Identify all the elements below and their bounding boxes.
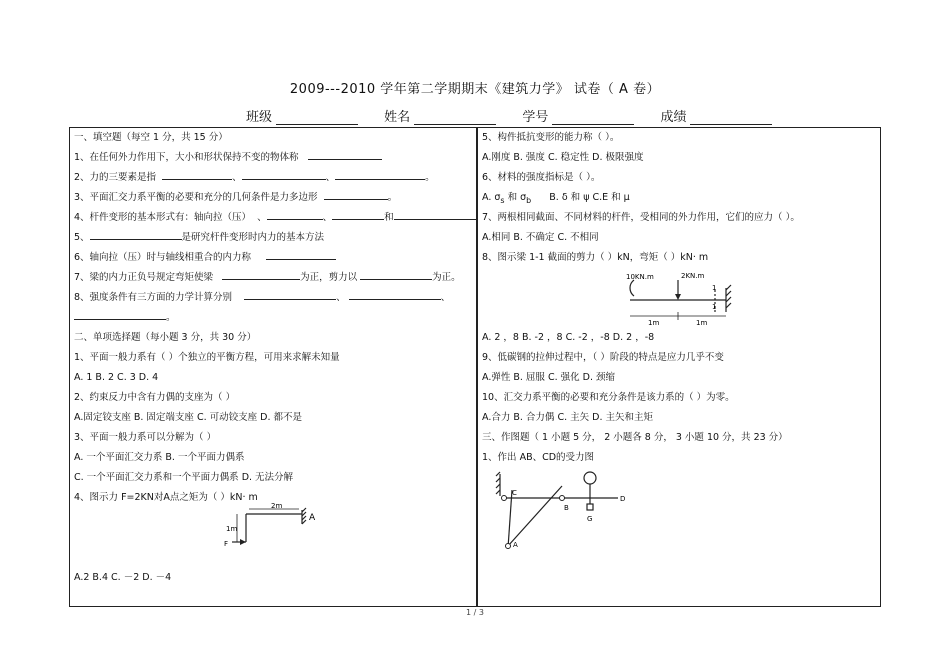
- blank[interactable]: [162, 168, 232, 180]
- choice-q8-options: A. 2 ，8 B. -2 ，8 C. -2 ，-8 D. 2 ，-8: [482, 332, 655, 343]
- fill-section-heading: 一、填空题（每空 1 分，共 15 分）: [74, 132, 228, 143]
- blank[interactable]: [90, 228, 182, 240]
- label-d: D: [620, 495, 626, 503]
- q8-moment-label: 10KN.m: [626, 273, 654, 281]
- q4-arrowhead: [240, 539, 246, 545]
- choice-q8: 8、图示梁 1-1 截面的剪力（ ）kN，弯矩（ ）kN· m: [482, 252, 709, 263]
- choice-q3: 3、平面一般力系可以分解为（ ）: [74, 432, 217, 443]
- choice-q9-options: A.弹性 B. 屈服 C. 强化 D. 颈缩: [482, 372, 615, 383]
- label-g: G: [587, 515, 593, 523]
- choice-q9: 9、低碳钢的拉伸过程中，（ ）阶段的特点是应力几乎不变: [482, 352, 724, 363]
- blank[interactable]: [222, 268, 300, 280]
- q8-moment-arc: [630, 280, 634, 296]
- choice-q7-options: A.相同 B. 不确定 C. 不相同: [482, 232, 599, 243]
- hinge-b: [560, 496, 565, 501]
- blank[interactable]: [335, 168, 425, 180]
- hinge-a: [506, 544, 511, 549]
- fill-q3: 3、平面汇交力系平衡的必要和充分的几何条件是力多边形 。: [74, 188, 472, 208]
- q4-frame-figure: [74, 502, 472, 568]
- blank[interactable]: [332, 208, 384, 220]
- choice-q10: 10、汇交力系平衡的必要和充分条件是该力系的（ ）为零。: [482, 392, 735, 403]
- name-label: 姓名: [384, 110, 411, 125]
- blank[interactable]: [266, 248, 336, 260]
- fill-q8-cont: 。: [74, 308, 472, 328]
- choice-q5-options: A.刚度 B. 强度 C. 稳定性 D. 极限强度: [482, 152, 644, 163]
- choice-q1-options: A. 1 B. 2 C. 3 D. 4: [74, 372, 159, 383]
- column-divider: [476, 127, 478, 607]
- q4-dim-label: 2m: [271, 502, 283, 510]
- choice-q4: 4、图示力 F=2KN对A点之矩为（ ）kN· m: [74, 492, 258, 503]
- blank[interactable]: [242, 168, 326, 180]
- blank[interactable]: [360, 268, 432, 280]
- choice-q4-options: A.2 B.4 C. －2 D. －4: [74, 572, 172, 583]
- blank[interactable]: [244, 288, 336, 300]
- page-number: 1 / 3: [466, 608, 484, 617]
- choice-q10-options: A.合力 B. 合力偶 C. 主矢 D. 主矢和主矩: [482, 412, 653, 423]
- q8-arrowhead: [675, 294, 681, 300]
- fill-q5: 5、 是研究杆件变形时内力的基本方法: [74, 228, 472, 248]
- fill-q7: 7、梁的内力正负号规定弯矩使梁 为正，剪力以 为正。: [74, 268, 472, 288]
- weight-block: [587, 504, 593, 510]
- label-b: B: [564, 504, 569, 512]
- choice-q3-options-ab: A. 一个平面汇交力系 B. 一个平面力偶系: [74, 452, 245, 463]
- name-field[interactable]: [414, 112, 496, 125]
- drawing-section-heading: 三、作图题（ 1 小题 5 分， 2 小题各 8 分， 3 小题 10 分，共 23 分）: [482, 432, 788, 443]
- q4-force-label: F: [224, 540, 229, 548]
- left-column: [74, 128, 472, 588]
- drawing-figure: [482, 468, 878, 548]
- choice-q6-options: A. $\sigma_s$ 和 $\sigma_b$ B. δ 和 ψ C.E 和 μ: [482, 192, 630, 205]
- class-label: 班级: [246, 110, 273, 125]
- choice-q3-options-cd: C. 一个平面汇交力系和一个平面力偶系 D. 无法分解: [74, 472, 294, 483]
- choice-q2-options: A.固定铰支座 B. 固定端支座 C. 可动铰支座 D. 都不是: [74, 412, 302, 423]
- q4-height-label: 1m: [226, 525, 238, 533]
- fill-q1: 1、在任何外力作用下，大小和形状保持不变的物体称: [74, 148, 472, 168]
- score-field[interactable]: [690, 112, 772, 125]
- fill-q2: 2、力的三要素是指 、 、 。: [74, 168, 472, 188]
- right-column: [482, 128, 878, 548]
- student-id-label: 学号: [522, 110, 549, 125]
- label-c: C: [512, 489, 517, 497]
- score-label: 成绩: [660, 110, 687, 125]
- label-a: A: [513, 541, 518, 549]
- hinge-c: [502, 496, 507, 501]
- blank[interactable]: [349, 288, 441, 300]
- q8-section-top: 1: [712, 284, 717, 292]
- blank[interactable]: [267, 208, 323, 220]
- fill-q8: 8、强度条件有三方面的力学计算分别 、 、: [74, 288, 472, 308]
- student-info-row: [246, 106, 794, 125]
- q8-load-label: 2KN.m: [681, 272, 705, 280]
- q8-beam-figure: [482, 268, 878, 328]
- fill-q4: 4、杆件变形的基本形式有：轴向拉（压） 、 、 和: [74, 208, 472, 228]
- choice-q5: 5、构件抵抗变形的能力称（ ）。: [482, 132, 620, 143]
- choice-section-heading: 二、单项选择题（每小题 3 分，共 30 分）: [74, 332, 257, 343]
- blank[interactable]: [308, 148, 382, 160]
- choice-q1: 1、平面一般力系有（ ）个独立的平衡方程，可用来求解未知量: [74, 352, 340, 363]
- blank[interactable]: [394, 208, 476, 220]
- lower-wall: [508, 490, 512, 548]
- choice-q6: 6、材料的强度指标是（ ）。: [482, 172, 601, 183]
- choice-q2: 2、约束反力中含有力偶的支座为（ ）: [74, 392, 236, 403]
- class-field[interactable]: [276, 112, 358, 125]
- blank[interactable]: [324, 188, 388, 200]
- exam-title: 2009---2010 学年第二学期期末《建筑力学》 试卷（ A 卷）: [289, 82, 661, 97]
- fill-q6: 6、轴向拉（压）时与轴线相重合的内力称: [74, 248, 472, 268]
- q8-figure-space: [482, 268, 878, 328]
- drawing-q1: 1、作出 AB、CD的受力图: [482, 452, 595, 463]
- q4-point-label: A: [309, 513, 316, 523]
- q4-figure-space: [74, 502, 472, 568]
- q8-span1-label: 1m: [648, 319, 660, 327]
- pulley: [584, 472, 596, 484]
- choice-q7: 7、两根相同截面、不同材料的杆件，受相同的外力作用，它们的应力（ ）。: [482, 212, 800, 223]
- blank[interactable]: [74, 308, 166, 320]
- q8-span2-label: 1m: [696, 319, 708, 327]
- student-id-field[interactable]: [552, 112, 634, 125]
- q8-section-bottom: 1: [712, 303, 717, 311]
- drawing-figure-space: [482, 468, 878, 548]
